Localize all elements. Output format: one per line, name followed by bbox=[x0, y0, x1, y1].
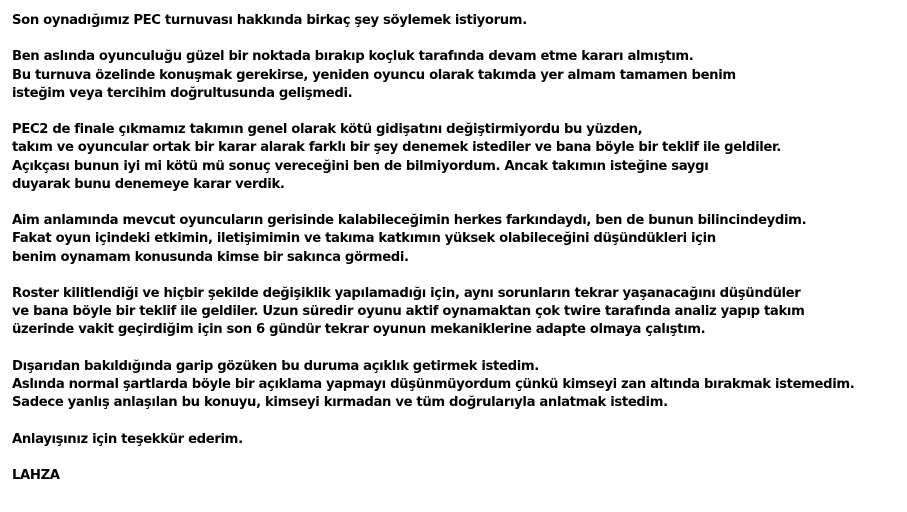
paragraph-line: takım ve oyuncular ortak bir karar alarak farklı bir şey denemek istediler ve bana böyle bir teklif ile geldiler. bbox=[12, 140, 781, 156]
heading-line: Son oynadığımız PEC turnuvası hakkında birkaç şey söylemek istiyorum. bbox=[12, 13, 527, 28]
signature-text: LAHZA bbox=[12, 467, 60, 483]
paragraph-line: Açıkçası bunun iyi mi kötü mü sonuç vereceğini ben de bilmiyordum. Ancak takımın isteğine saygı bbox=[12, 158, 709, 174]
paragraph-line: ve bana böyle bir teklif ile geldiler. Uzun süredir oyunu aktif oynamaktan çok twire tarafında analiz yapıp takım bbox=[12, 304, 805, 320]
paragraph-line: Aim anlamında mevcut oyuncuların gerisinde kalabileceğimin herkes farkındaydı, ben de bunun bilincindeydim. bbox=[12, 213, 807, 229]
paragraph-aim-impact bbox=[12, 212, 897, 267]
statement-document bbox=[12, 12, 897, 503]
paragraph-clarification bbox=[12, 358, 897, 413]
paragraph-thanks bbox=[12, 431, 897, 449]
paragraph-line: Fakat oyun içindeki etkimin, iletişimimin ve takıma katkımın yüksek olabileceğini düşündükleri için bbox=[12, 231, 716, 247]
paragraph-line: üzerinde vakit geçirdiğim için son 6 gündür tekrar oyunun mekaniklerine adapte olmaya çalıştım. bbox=[12, 322, 706, 338]
paragraph-line: isteğim veya tercihim doğrultusunda gelişmedi. bbox=[12, 85, 353, 101]
paragraph-career-decision bbox=[12, 48, 897, 103]
signature bbox=[12, 467, 897, 485]
paragraph-roster-lock bbox=[12, 285, 897, 340]
paragraph-line: benim oynamam konusunda kimse bir sakınca görmedi. bbox=[12, 249, 409, 265]
paragraph-line: Sadece yanlış anlaşılan bu konuyu, kimseyi kırmadan ve tüm doğrularıyla anlatmak istedim. bbox=[12, 395, 668, 411]
paragraph-line: Ben aslında oyunculuğu güzel bir noktada bırakıp koçluk tarafında devam etme kararı almıştım. bbox=[12, 49, 694, 65]
paragraph-line: Aslında normal şartlarda böyle bir açıklama yapmayı düşünmüyordum çünkü kimseyi zan altında bırakmak istemedim. bbox=[12, 376, 855, 392]
paragraph-line: Roster kilitlendiği ve hiçbir şekilde değişiklik yapılamadığı için, aynı sorunların tekrar yaşanacağını düşündüler bbox=[12, 285, 801, 301]
paragraph-line: PEC2 de finale çıkmamız takımın genel olarak kötü gidişatını değiştirmiyordu bu yüzden, bbox=[12, 122, 643, 138]
paragraph-team-offer bbox=[12, 121, 897, 194]
paragraph-line: Anlayışınız için teşekkür ederim. bbox=[12, 431, 243, 447]
paragraph-line: Dışarıdan bakıldığında garip gözüken bu duruma açıklık getirmek istedim. bbox=[12, 358, 539, 374]
paragraph-line: Bu turnuva özelinde konuşmak gerekirse, yeniden oyuncu olarak takımda yer almam tamamen benim bbox=[12, 67, 736, 83]
statement-heading bbox=[12, 12, 897, 30]
paragraph-line: duyarak bunu denemeye karar verdik. bbox=[12, 176, 285, 192]
